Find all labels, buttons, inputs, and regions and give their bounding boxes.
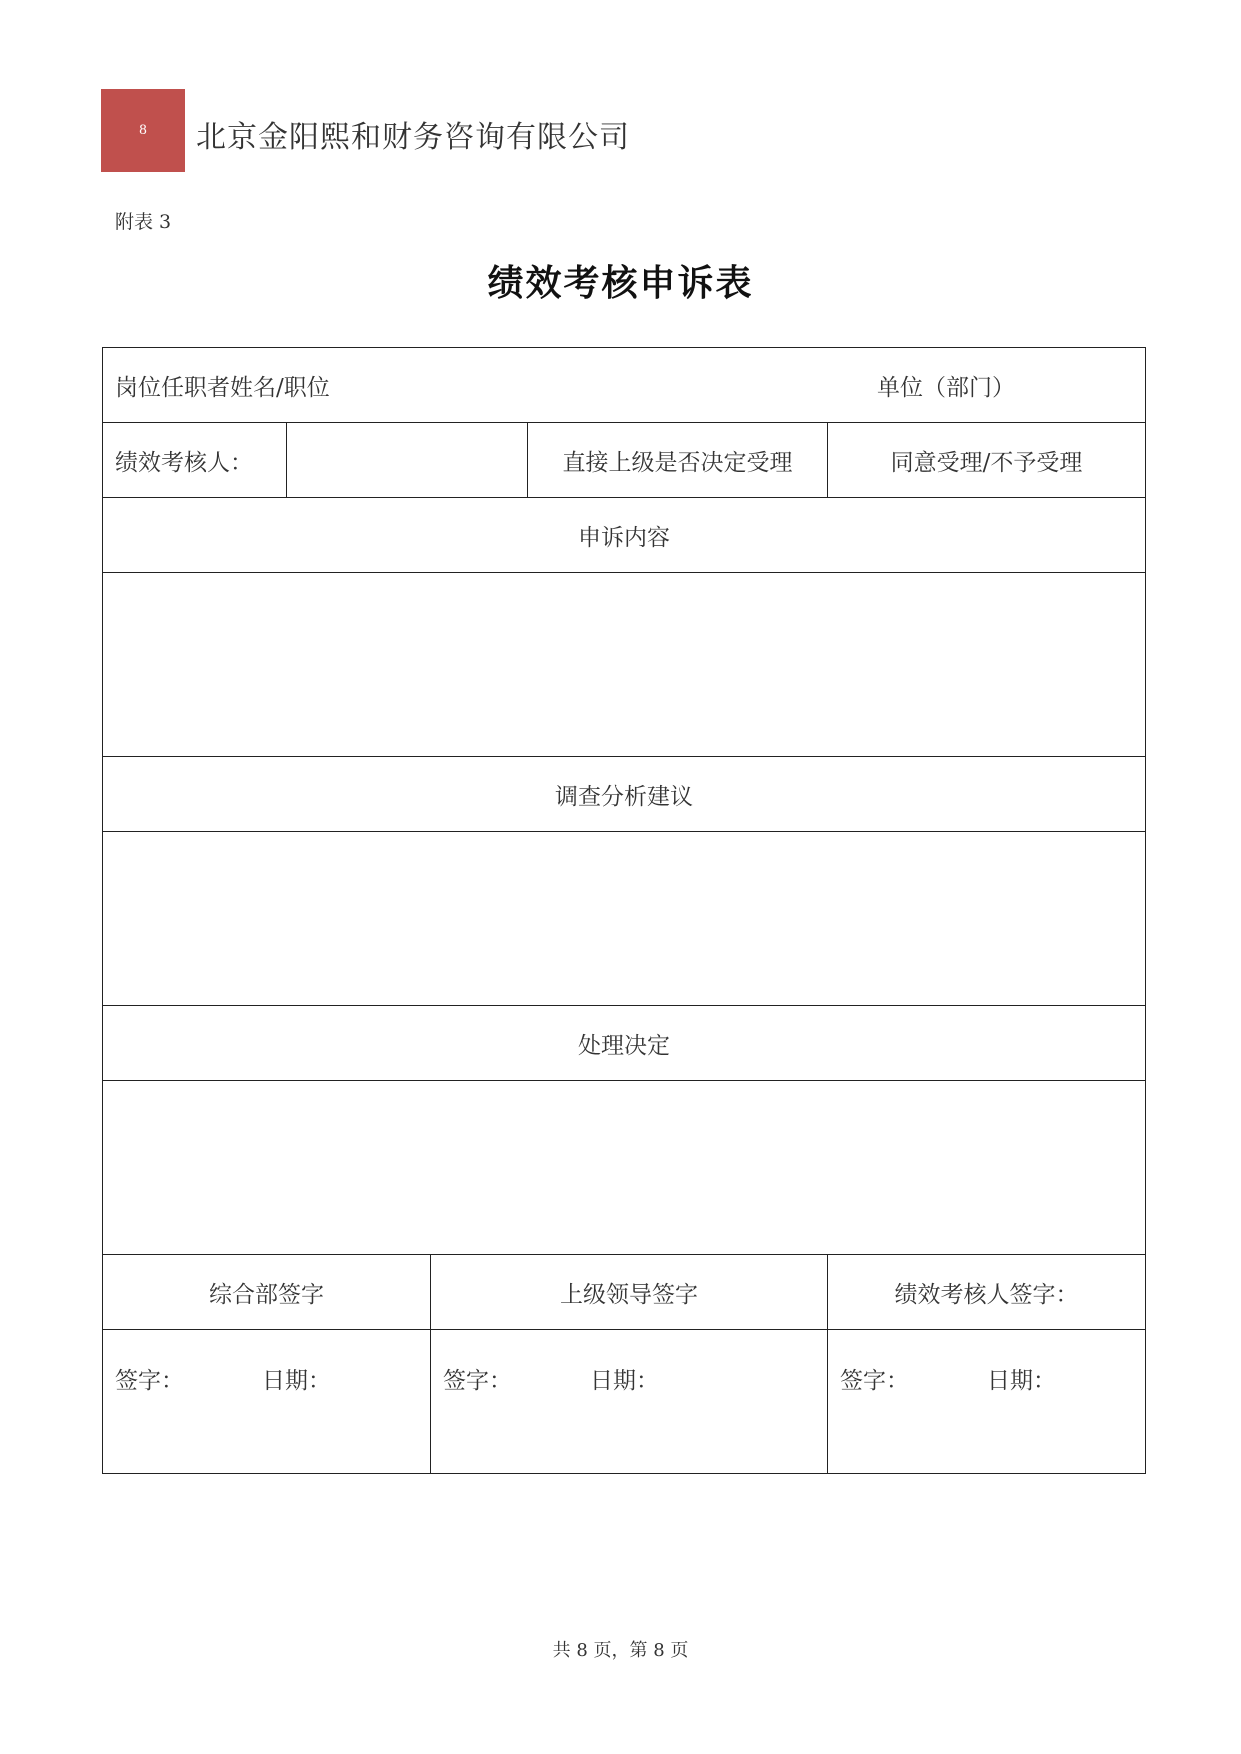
sign-label: 签字： [443,1368,512,1394]
decision-label-cell [528,423,828,498]
superior-sign-cell[interactable] [431,1330,828,1474]
sign-label: 签字： [840,1368,909,1394]
investigation-body-row [103,832,1146,1006]
name-unit-cell [103,348,1146,423]
page-footer: 共 8 页，第 8 页 [552,1640,689,1661]
page-number: 8 [139,122,147,138]
assessor-value-field[interactable] [287,423,528,498]
decision-body-row [103,1081,1146,1255]
assessor-row [103,423,1146,498]
assessor-label: 绩效考核人： [115,449,253,476]
investigation-header-row [103,757,1146,832]
complaint-content-body-row [103,573,1146,757]
decision-options: 同意受理/不予受理 [890,449,1083,476]
signature-body-row [103,1330,1146,1474]
decision-header-row [103,1006,1146,1081]
complaint-content-header-row [103,498,1146,573]
signature-header-row [103,1255,1146,1330]
superior-sign-heading: 上级领导签字 [431,1255,828,1330]
general-dept-sign-heading: 综合部签字 [103,1255,431,1330]
assessor-label-cell [103,423,287,498]
unit-label: 单位（部门） [877,374,1015,401]
sign-label: 签字： [115,1368,184,1394]
complaint-content-heading: 申诉内容 [103,498,1146,573]
investigation-heading: 调查分析建议 [103,757,1146,832]
handling-decision-heading: 处理决定 [103,1006,1146,1081]
page-number-badge [101,89,185,172]
date-label: 日期： [987,1368,1056,1394]
appeal-form-table [102,347,1146,1474]
decision-options-cell[interactable] [828,423,1146,498]
handling-decision-field[interactable] [103,1081,1146,1255]
investigation-field[interactable] [103,832,1146,1006]
assessor-sign-cell[interactable] [828,1330,1146,1474]
decision-label: 直接上级是否决定受理 [562,449,793,476]
name-position-label: 岗位任职者姓名/职位 [115,374,330,401]
complaint-content-field[interactable] [103,573,1146,757]
name-unit-row [103,348,1146,423]
document-title: 绩效考核申诉表 [487,262,754,304]
general-dept-sign-cell[interactable] [103,1330,431,1474]
date-label: 日期： [262,1368,331,1394]
assessor-sign-heading: 绩效考核人签字： [828,1255,1146,1330]
company-name: 北京金阳熙和财务咨询有限公司 [196,120,630,155]
date-label: 日期： [590,1368,659,1394]
appendix-label: 附表 3 [115,211,172,233]
